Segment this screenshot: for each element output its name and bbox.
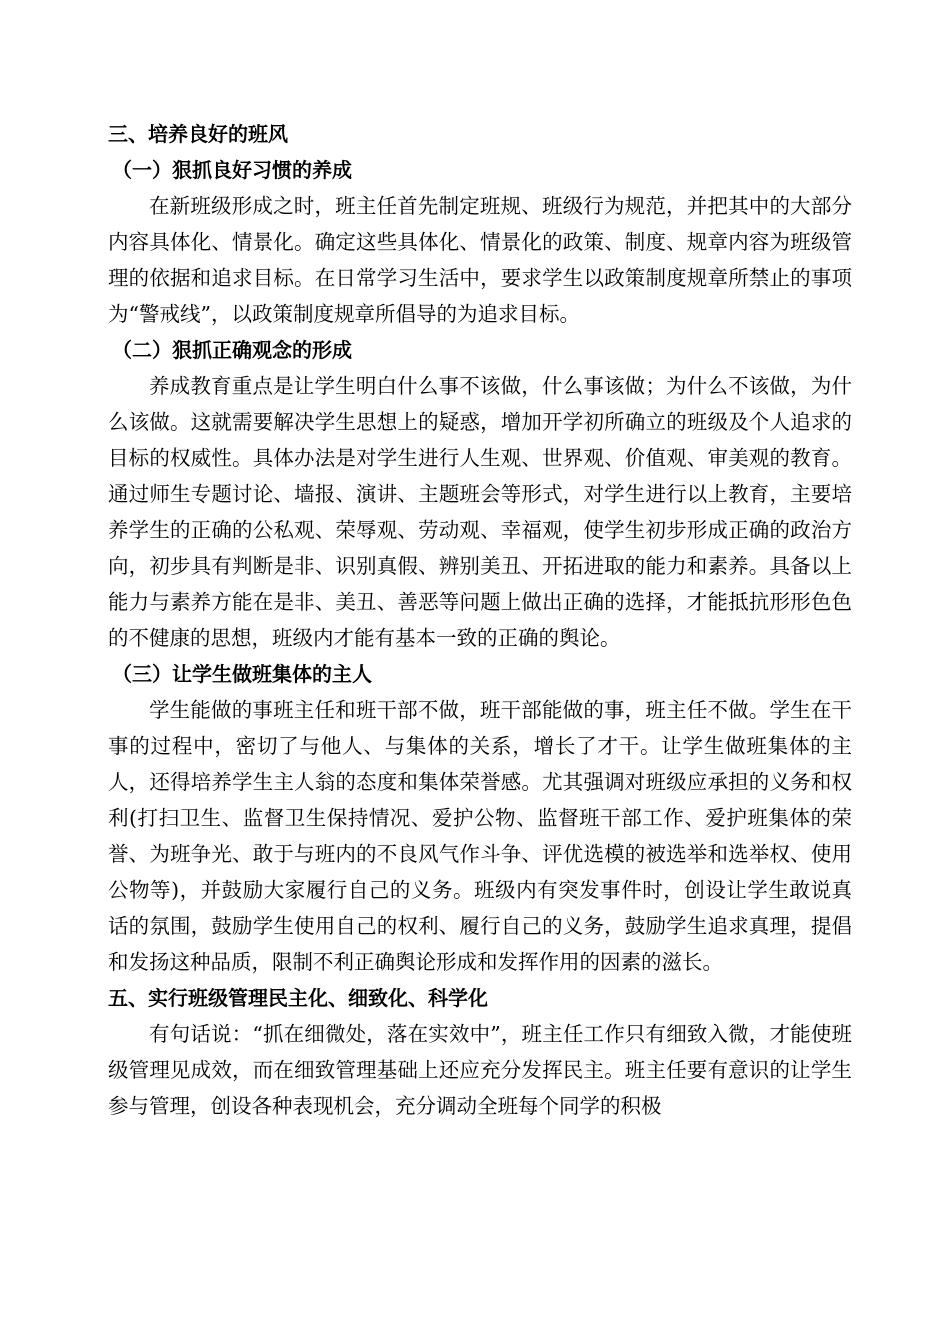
subsection-3-heading: （三）让学生做班集体的主人 (112, 662, 372, 686)
subsection-2-paragraph: 养成教育重点是让学生明白什么事不该做，什么事该做；为什么不该做，为什么该做。这就需要解决学生思想上的疑惑，增加开学初所确立的班级及个人追求的目标的权威性。具体办法是对学生进行人生观、世界观、价值观、审美观的教育。通过师生专题讨论、墙报、演讲、主题班会等形式，对学生进行以上教育，主要培养学生的正确的公私观、荣辱观、劳动观、幸福观，使学生初步形成正确的政治方向，初步具有判断是非、识别真假、辨别美丑、开拓进取的能力和素养。具备以上能力与素养方能在是非、美丑、善恶等问题上做出正确的选择，才能抵抗形形色色的不健康的思想，班级内才能有基本一致的正确的舆论。 (108, 374, 852, 650)
section-5-heading: 五、实行班级管理民主化、细致化、科学化 (108, 986, 488, 1010)
document-page (108, 116, 852, 1124)
subsection-3-paragraph: 学生能做的事班主任和班干部不做，班干部能做的事，班主任不做。学生在干事的过程中，密切了与他人、与集体的关系，增长了才干。让学生做班集体的主人，还得培养学生主人翁的态度和集体荣誉感。尤其强调对班级应承担的义务和权利(打扫卫生、监督卫生保持情况、爱护公物、监督班干部工作、爱护班集体的荣誉、为班争光、敢于与班内的不良风气作斗争、评优选模的被选举和选举权、使用公物等)，并鼓励大家履行自己的义务。班级内有突发事件时，创设让学生敢说真话的氛围，鼓励学生使用自己的权利、履行自己的义务，鼓励学生追求真理，提倡和发扬这种品质，限制不利正确舆论形成和发挥作用的因素的滋长。 (108, 698, 852, 974)
subsection-1-paragraph: 在新班级形成之时，班主任首先制定班规、班级行为规范，并把其中的大部分内容具体化、情景化。确定这些具体化、情景化的政策、制度、规章内容为班级管理的依据和追求目标。在日常学习生活中，要求学生以政策制度规章所禁止的事项为“警戒线”，以政策制度规章所倡导的为追求目标。 (108, 194, 852, 326)
subsection-1-heading: （一）狠抓良好习惯的养成 (112, 158, 352, 182)
section-5-paragraph: 有句话说：“抓在细微处，落在实效中”，班主任工作只有细致入微，才能使班级管理见成效，而在细致管理基础上还应充分发挥民主。班主任要有意识的让学生参与管理，创设各种表现机会，充分调动全班每个同学的积极 (108, 1022, 852, 1118)
section-3-heading: 三、培养良好的班风 (108, 122, 288, 146)
subsection-2-heading: （二）狠抓正确观念的形成 (112, 338, 352, 362)
